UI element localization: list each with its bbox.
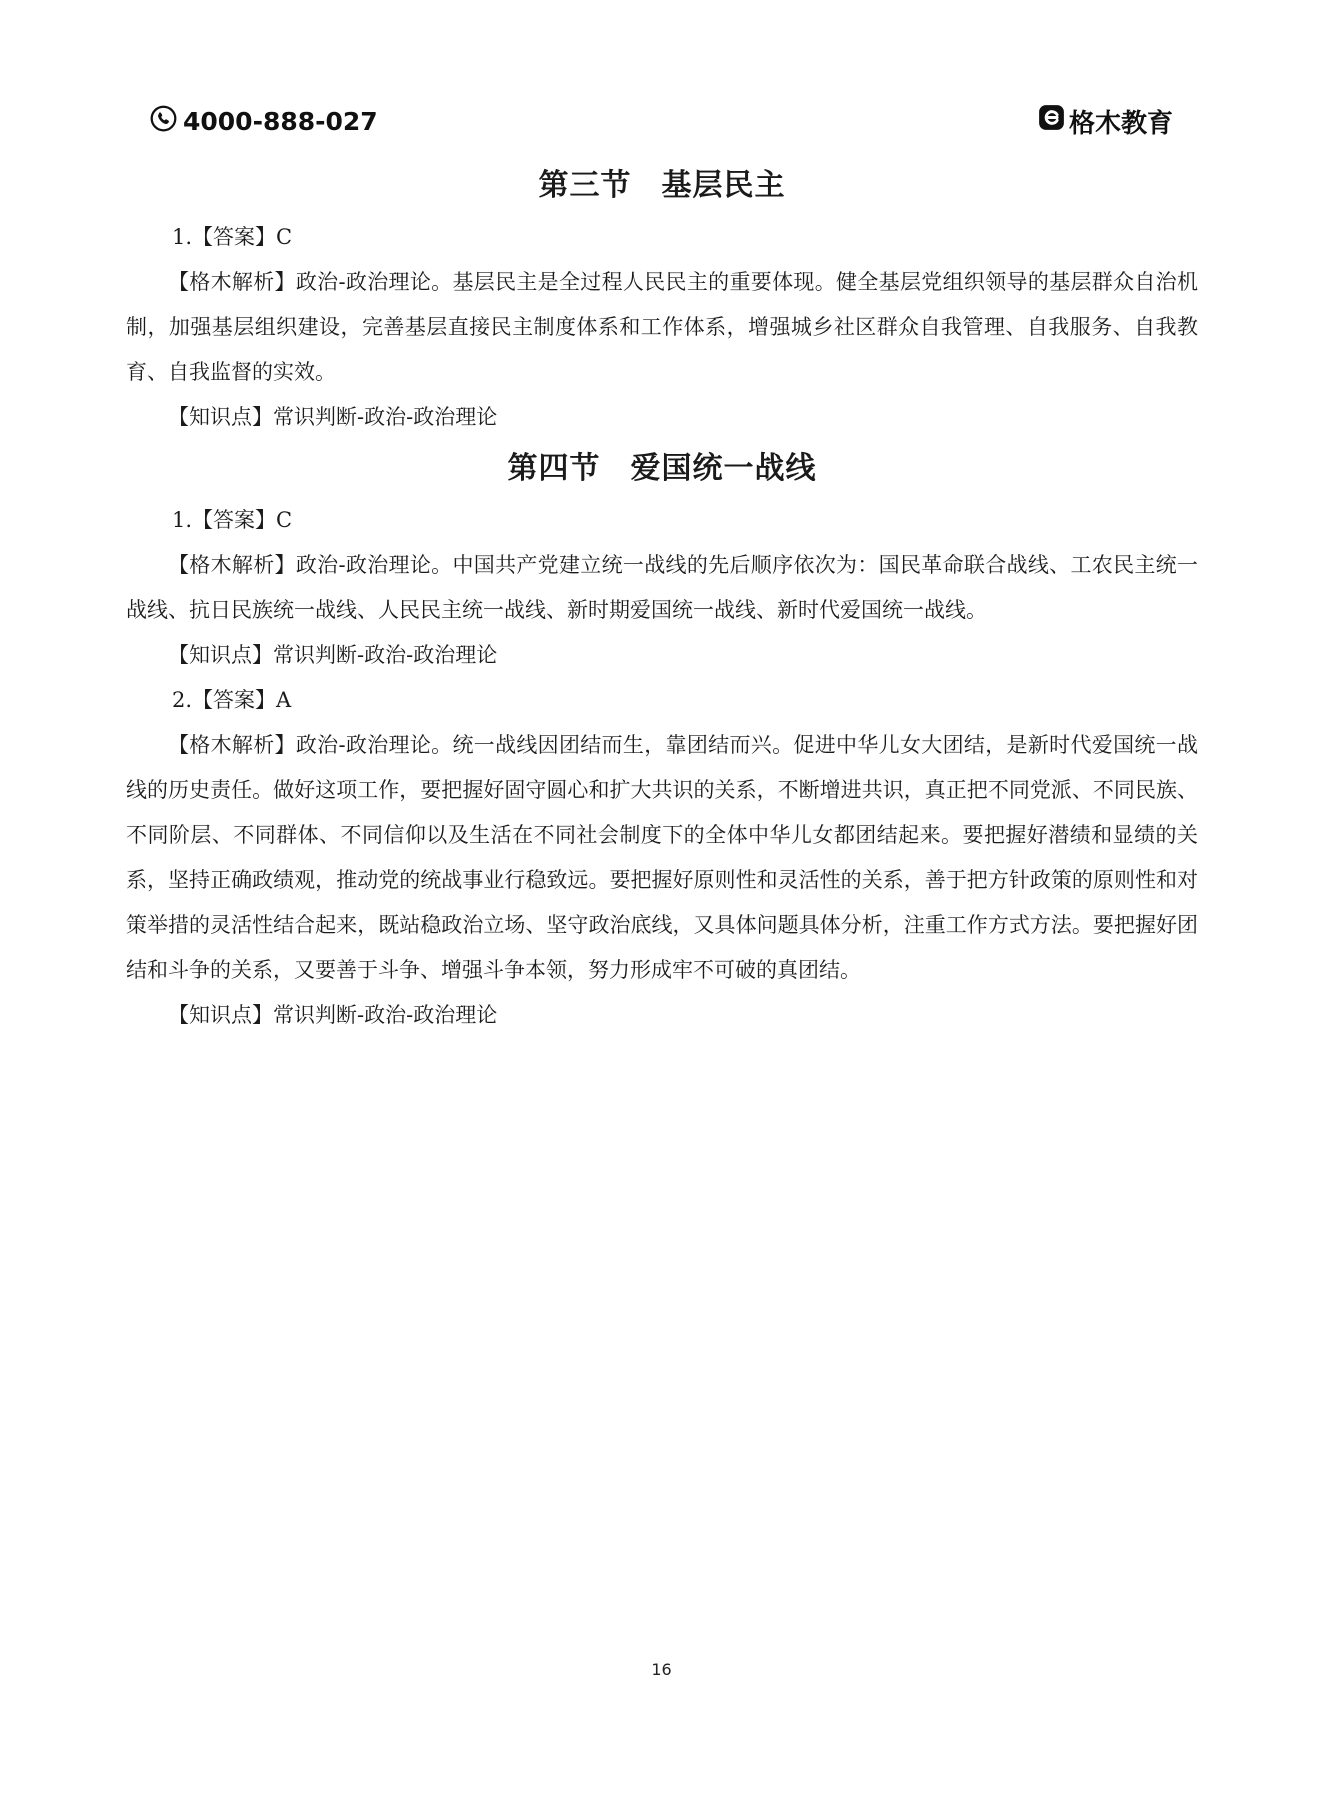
phone-icon <box>150 105 177 138</box>
section-title <box>126 157 1198 215</box>
page-header <box>150 101 1173 141</box>
answer-line: 1.【答案】C <box>172 508 293 532</box>
phone-contact <box>150 105 378 138</box>
section-number: 第三节 <box>538 168 632 203</box>
document-body <box>126 157 1198 1038</box>
analysis-paragraph: 【格木解析】政治-政治理论。基层民主是全过程人民民主的重要体现。健全基层党组织领导的基层群众自治机制，加强基层组织建设，完善基层直接民主制度体系和工作体系，增强城乡社区群众自我管理、自我服务、自我教育、自我监督的实效。 <box>126 270 1198 384</box>
answer-line: 1.【答案】C <box>172 225 293 249</box>
brand-icon <box>1038 104 1065 138</box>
analysis-paragraph: 【格木解析】政治-政治理论。统一战线因团结而生，靠团结而兴。促进中华儿女大团结，是新时代爱国统一战线的历史责任。做好这项工作，要把握好固守圆心和扩大共识的关系，不断增进共识，真正把不同党派、不同民族、不同阶层、不同群体、不同信仰以及生活在不同社会制度下的全体中华儿女都团结起来。要把握好潜绩和显绩的关系，坚持正确政绩观，推动党的统战事业行稳致远。要把握好原则性和灵活性的关系，善于把方针政策的原则性和对策举措的灵活性结合起来，既站稳政治立场、坚守政治底线，又具体问题具体分析，注重工作方式方法。要把握好团结和斗争的关系，又要善于斗争、增强斗争本领，努力形成牢不可破的真团结。 <box>126 733 1198 982</box>
section-name: 基层民主 <box>661 168 786 203</box>
analysis-paragraph: 【格木解析】政治-政治理论。中国共产党建立统一战线的先后顺序依次为：国民革命联合战线、工农民主统一战线、抗日民族统一战线、人民民主统一战线、新时期爱国统一战线、新时代爱国统一战线。 <box>126 553 1198 622</box>
answer-line: 2.【答案】A <box>172 688 292 712</box>
knowledge-point: 【知识点】常识判断-政治-政治理论 <box>168 405 498 429</box>
page-number: 16 <box>651 1660 672 1679</box>
brand-name: 格木教育 <box>1068 108 1173 139</box>
section-name: 爱国统一战线 <box>630 451 817 486</box>
knowledge-point: 【知识点】常识判断-政治-政治理论 <box>168 1003 498 1027</box>
section-title <box>126 440 1198 498</box>
brand-logo <box>1038 103 1173 140</box>
section-number: 第四节 <box>507 451 601 486</box>
knowledge-point: 【知识点】常识判断-政治-政治理论 <box>168 643 498 667</box>
phone-number: 4000-888-027 <box>183 106 378 136</box>
